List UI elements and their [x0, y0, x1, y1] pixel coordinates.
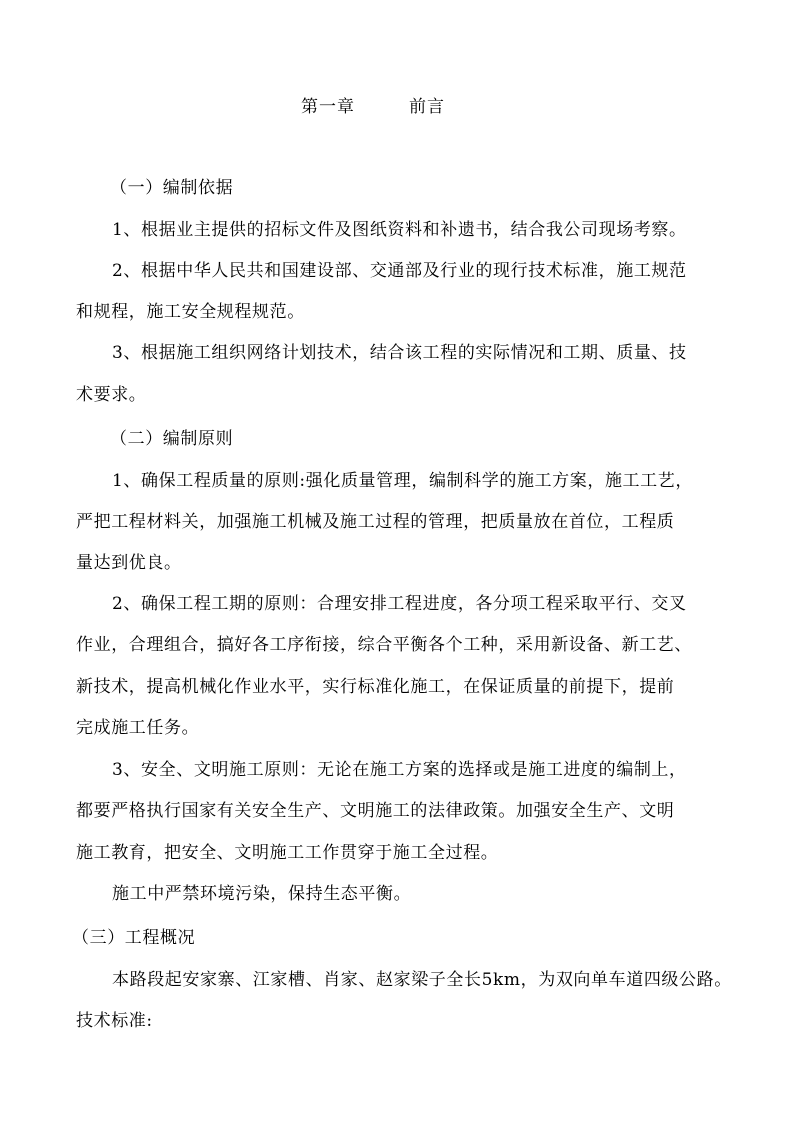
paragraph-line: 都要严格执行国家有关安全生产、文明施工的法律政策。加强安全生产、文明 — [76, 801, 675, 821]
paragraph-line: 1、确保工程质量的原则:强化质量管理，编制科学的施工方案，施工工艺， — [112, 471, 693, 491]
paragraph-line: 3、根据施工组织网络计划技术，结合该工程的实际情况和工期、质量、技 — [112, 343, 687, 363]
paragraph-line: 和规程，施工安全规程规范。 — [76, 302, 305, 322]
paragraph-line: 2、确保工程工期的原则：合理安排工程进度，各分项工程采取平行、交叉 — [112, 594, 687, 614]
section-heading-2: （二）编制原则 — [110, 429, 234, 449]
paragraph-line: 施工教育，把安全、文明施工工作贯穿于施工全过程。 — [76, 843, 499, 863]
paragraph-line: 本路段起安家寨、江家槽、肖家、赵家梁子全长5km，为双向单车道四级公路。 — [112, 970, 732, 990]
paragraph-line: 新技术，提高机械化作业水平，实行标准化施工，在保证质量的前提下，提前 — [76, 677, 675, 697]
paragraph-line: 完成施工任务。 — [76, 718, 200, 738]
chapter-title — [0, 92, 794, 117]
paragraph-line: 2、根据中华人民共和国建设部、交通部及行业的现行技术标准，施工规范 — [112, 261, 687, 281]
paragraph-line: 量达到优良。 — [76, 553, 182, 573]
paragraph-line: 1、根据业主提供的招标文件及图纸资料和补遗书，结合我公司现场考察。 — [112, 220, 687, 240]
paragraph-line: 术要求。 — [76, 385, 147, 405]
section-heading-1: （一）编制依据 — [110, 178, 234, 198]
paragraph-line: 施工中严禁环境污染，保持生态平衡。 — [112, 884, 412, 904]
paragraph-line: 作业，合理组合，搞好各工序衔接，综合平衡各个工种，采用新设备、新工艺、 — [76, 635, 692, 655]
section-heading-3: （三）工程概况 — [72, 928, 196, 948]
chapter-name: 前言 — [409, 97, 445, 117]
paragraph-line: 技术标准: — [76, 1011, 153, 1031]
chapter-number: 第一章 — [301, 97, 355, 117]
paragraph-line: 严把工程材料关，加强施工机械及施工过程的管理，把质量放在首位，工程质 — [76, 512, 675, 532]
paragraph-line: 3、安全、文明施工原则：无论在施工方案的选择或是施工进度的编制上， — [112, 760, 687, 780]
